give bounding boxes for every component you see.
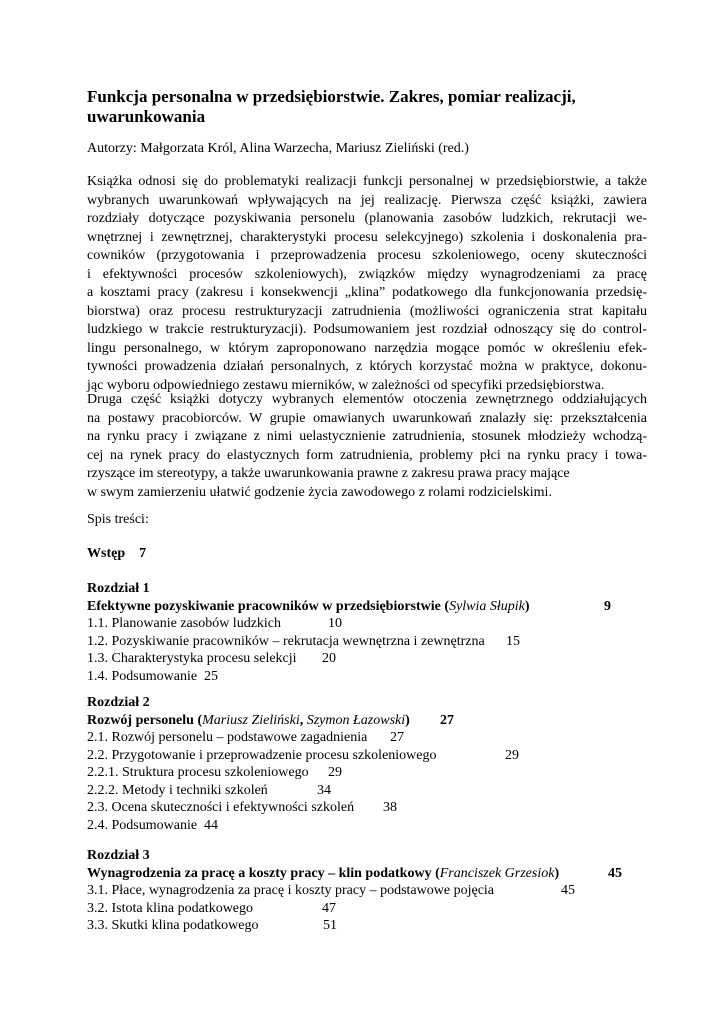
toc-page-number: 45 — [608, 865, 622, 881]
toc-page-number: 29 — [505, 747, 519, 763]
toc-page-number: 47 — [322, 900, 336, 916]
description-paragraph-1 — [87, 173, 647, 395]
toc-page-number: 20 — [322, 651, 336, 666]
toc-heading: Spis treści: — [87, 512, 149, 527]
paragraph-line: cowników (przygotowania i przeprowadzenia procesu szkoleniowego, oceny skuteczności — [87, 248, 647, 263]
paragraph-line: ludzkiego w trakcie restrukturyzacji). Podsumowaniem jest rozdział odnoszący się do control- — [87, 322, 647, 337]
paragraph-line: na postawy pracobiorców. W grupie omawianych uwarunkowań znalazły się: przekształcenia — [87, 410, 647, 426]
chapter-title-row — [87, 865, 647, 883]
toc-item-text: 1.2. Pozyskiwanie pracowników – rekrutacja wewnętrzna i zewnętrzna — [87, 633, 485, 649]
paragraph-line: rzyszące im stereotypy, a także uwarunkowania prawne z zakresu prawa pracy mające — [87, 466, 570, 481]
toc-page-number: 27 — [440, 712, 454, 728]
toc-item — [87, 782, 647, 800]
toc-item — [87, 729, 647, 747]
toc-page-number: 34 — [317, 782, 331, 798]
toc-page-number: 9 — [604, 598, 611, 614]
chapter-author: Franciszek Grzesiok — [439, 865, 555, 881]
chapter-title: Efektywne pozyskiwanie pracowników w przedsiębiorstwie (Sylwia Słupik) — [87, 598, 530, 614]
toc-page-number: 10 — [328, 616, 342, 631]
toc-item-text: 2.2.1. Struktura procesu szkoleniowego — [87, 765, 309, 780]
chapter-title: Wynagrodzenia za pracę a koszty pracy – klin podatkowy (Franciszek Grzesiok) — [87, 865, 560, 881]
toc-item — [87, 917, 647, 935]
paragraph-line: wybranych uwarunkowań wpływających na jej realizację. Pierwsza część książki, zawiera — [87, 192, 647, 208]
document-title: Funkcja personalna w przedsiębiorstwie. Zakres, pomiar realizacji, uwarunkowania — [87, 87, 576, 126]
toc-item — [87, 882, 647, 900]
chapter-label-row — [87, 847, 647, 865]
chapter-title-row — [87, 712, 647, 730]
paragraph-line: i efektywności procesów szkoleniowych), związków między wynagrodzeniami za pracę — [87, 266, 647, 282]
toc-page-number: 29 — [328, 765, 342, 780]
paragraph-line: Książka odnosi się do problematyki realizacji funkcji personalnej w przedsiębiorstwie, a także — [87, 174, 647, 189]
paragraph-line: Druga część książki dotyczy wybranych elementów otoczenia zewnętrznego oddziałujących — [87, 392, 647, 407]
chapter-label: Rozdział 3 — [87, 848, 150, 863]
toc-chapter-3 — [87, 847, 647, 935]
toc-page-number: 25 — [204, 668, 218, 684]
toc-item — [87, 817, 647, 835]
chapter-title-text: Wynagrodzenia za pracę a koszty pracy – klin podatkowy — [87, 865, 432, 881]
toc-page-number: 38 — [383, 800, 397, 815]
description-paragraph-2 — [87, 391, 647, 502]
chapter-title: Rozwój personelu (Mariusz Zieliński, Szymon Łazowski) — [87, 712, 410, 728]
chapter-author: Sylwia Słupik — [449, 598, 525, 614]
paragraph-line: rozdziały dotyczące pozyskiwania personelu (planowania zasobów ludzkich, rekrutacji we- — [87, 211, 647, 226]
toc-chapter-1 — [87, 580, 647, 685]
paragraph-line: lingu personalnego, w którym zaproponowano narzędzia mogące pomóc w określeniu efek- — [87, 340, 647, 356]
authors-line: Autorzy: Małgorzata Król, Alina Warzecha, Mariusz Zieliński (red.) — [87, 141, 469, 156]
toc-page-number: 7 — [139, 546, 147, 561]
paragraph-line: a kosztami pracy (zakresu i konsekwencji „klina” podatkowego dla funkcjonowania przedsię- — [87, 285, 647, 300]
toc-page-number: 45 — [561, 883, 575, 898]
paragraph-line: cej na rynek pracy do elastycznych form zatrudnienia, problemy płci na rynku pracy i towa- — [87, 447, 647, 463]
chapter-label-row — [87, 694, 647, 712]
toc-item — [87, 900, 647, 918]
toc-item — [87, 615, 647, 633]
toc-item — [87, 633, 647, 651]
toc-item-text: 2.3. Ocena skuteczności i efektywności szkoleń — [87, 800, 355, 815]
paragraph-line: na rynku pracy i związane z nimi uelastycznienie zatrudnienia, stosunek młodzieży wchodzą- — [87, 429, 647, 444]
toc-item-text: 2.2.2. Metody i techniki szkoleń — [87, 782, 268, 798]
toc-entry-wstep — [87, 545, 146, 562]
toc-item-text: 2.2. Przygotowanie i przeprowadzenie procesu szkoleniowego — [87, 747, 437, 763]
paragraph-line: biorstwa) oraz procesu restrukturyzacji zatrudnienia (możliwości ograniczenia strat kapitału — [87, 303, 647, 319]
paragraph-line: jąc wyboru odpowiedniego zestawu mierników, w zależności od specyfiki przedsiębiorstwa. — [87, 377, 605, 393]
toc-page-number: 44 — [204, 817, 218, 833]
toc-item — [87, 668, 647, 686]
chapter-label-row — [87, 580, 647, 598]
chapter-title-text: Efektywne pozyskiwanie pracowników w przedsiębiorstwie — [87, 598, 441, 614]
toc-item-text: 1.3. Charakterystyka procesu selekcji — [87, 651, 297, 666]
toc-item — [87, 650, 647, 668]
toc-item — [87, 764, 647, 782]
chapter-label: Rozdział 1 — [87, 581, 150, 596]
toc-item-text: 3.1. Płace, wynagrodzenia za pracę i koszty pracy – podstawowe pojęcia — [87, 883, 495, 898]
paragraph-line: tywności prowadzenia działań personalnych, z których korzystać można w praktyce, dokonu- — [87, 359, 647, 374]
toc-page-number: 15 — [506, 633, 520, 649]
chapter-author: Mariusz Zieliński — [202, 712, 300, 728]
chapter-author: Szymon Łazowski — [306, 712, 406, 728]
chapter-title-text: Rozwój personelu — [87, 712, 194, 728]
toc-page-number: 51 — [323, 918, 337, 933]
toc-item-text: 1.4. Podsumowanie — [87, 668, 198, 684]
toc-item-text: 1.1. Planowanie zasobów ludzkich — [87, 616, 282, 631]
toc-page-number: 27 — [390, 730, 404, 745]
toc-item — [87, 799, 647, 817]
toc-item-text: 2.1. Rozwój personelu – podstawowe zagadnienia — [87, 730, 368, 745]
paragraph-line: wnętrznej i zewnętrznej, charakterystyki procesu selekcyjnego) szkolenia i doskonalenia pra- — [87, 229, 647, 245]
paragraph-line: w swym zamierzeniu ułatwić godzenie życia zawodowego z rolami rodzicielskimi. — [87, 484, 552, 500]
chapter-label: Rozdział 2 — [87, 695, 150, 710]
toc-entry-label: Wstęp — [87, 546, 126, 561]
toc-item — [87, 747, 647, 765]
toc-chapter-2 — [87, 694, 647, 834]
toc-item-text: 3.3. Skutki klina podatkowego — [87, 918, 259, 933]
toc-item-text: 3.2. Istota klina podatkowego — [87, 900, 254, 916]
toc-item-text: 2.4. Podsumowanie — [87, 817, 198, 833]
chapter-title-row — [87, 598, 647, 616]
